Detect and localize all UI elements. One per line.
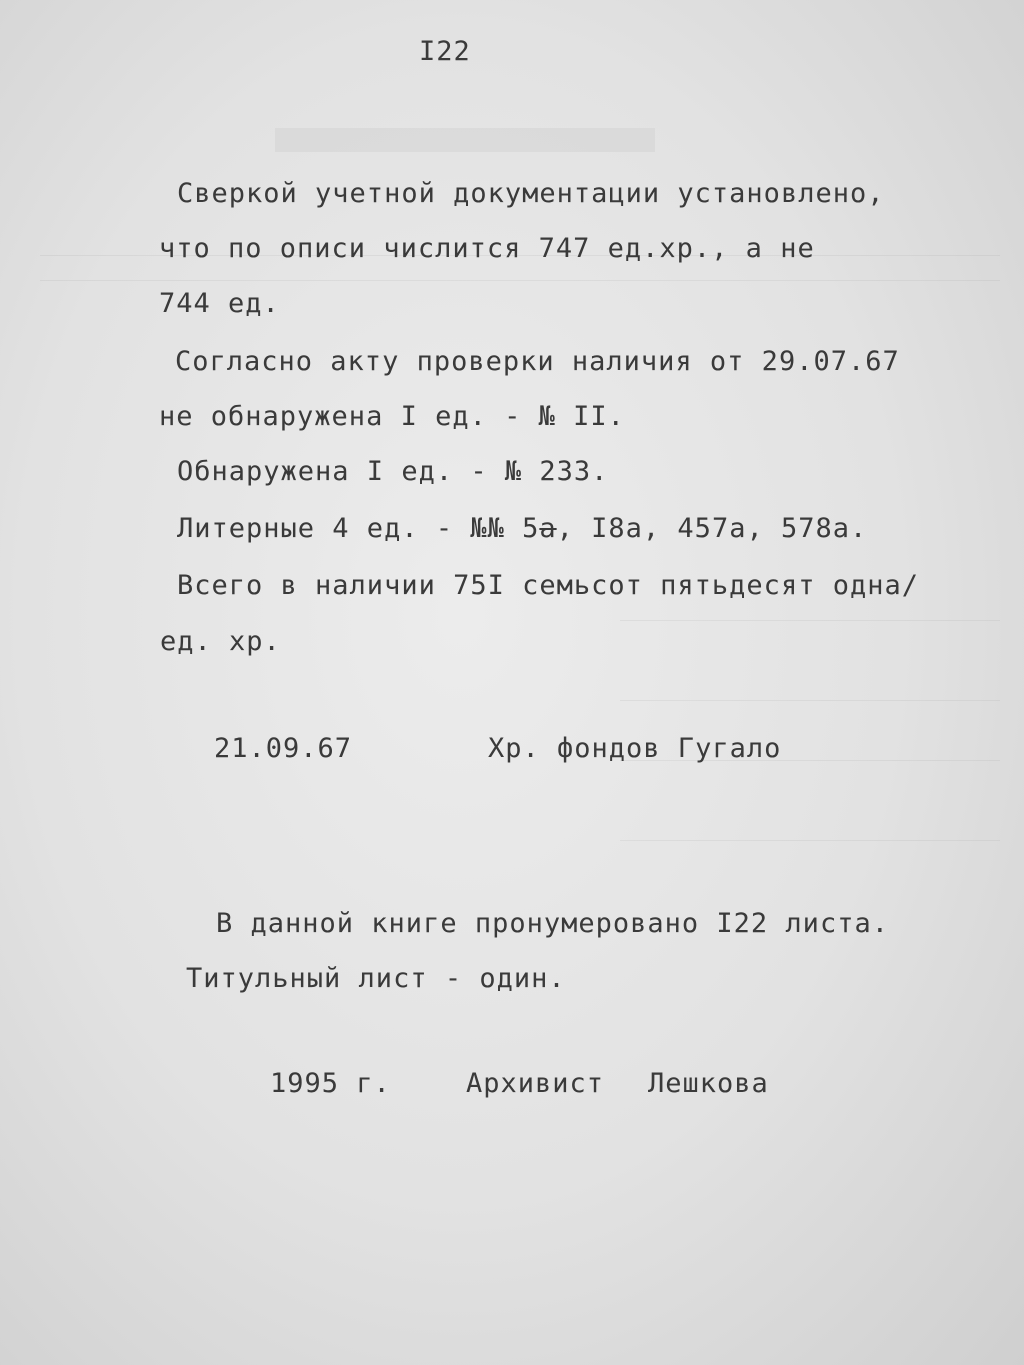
- numbering-line-2: Титульный лист - один.: [186, 963, 566, 994]
- check-line-1: Согласно акту проверки наличия от 29.07.67: [175, 346, 900, 377]
- check-line-2: не обнаружена I ед. - № II.: [159, 401, 625, 432]
- found-line: Обнаружена I ед. - № 233.: [177, 456, 609, 487]
- paragraph-line-2: что по описи числится 747 ед.хр., а не: [159, 233, 815, 264]
- total-line-1: Всего в наличии 75I семьсот пятьдесят одна/: [177, 570, 919, 601]
- literal-struck-letter: а: [539, 513, 557, 544]
- signature-date: 21.09.67: [214, 733, 353, 764]
- paragraph-line-1: Сверкой учетной документации установлено,: [177, 178, 885, 209]
- archivist-role: Архивист: [466, 1068, 605, 1099]
- paragraph-line-3: 744 ед.: [159, 288, 280, 319]
- bleed-through-line: [620, 620, 1000, 621]
- bleed-through-line: [40, 280, 1000, 281]
- literal-line: [177, 515, 867, 542]
- literal-suffix: , I8а, 457а, 578а.: [556, 513, 868, 544]
- literal-prefix: Литерные 4 ед. - №№ 5: [177, 513, 540, 544]
- archivist-year: 1995 г.: [270, 1068, 391, 1099]
- signature-role-name: Хр. фондов Гугало: [488, 733, 782, 764]
- numbering-line-1: В данной книге пронумеровано I22 листа.: [216, 908, 889, 939]
- total-line-2: ед. хр.: [160, 626, 281, 657]
- archivist-name: Лешкова: [648, 1068, 769, 1099]
- bleed-through-line: [620, 840, 1000, 841]
- page-number: I22: [419, 36, 471, 67]
- bleed-through-text: [275, 128, 655, 152]
- bleed-through-line: [620, 700, 1000, 701]
